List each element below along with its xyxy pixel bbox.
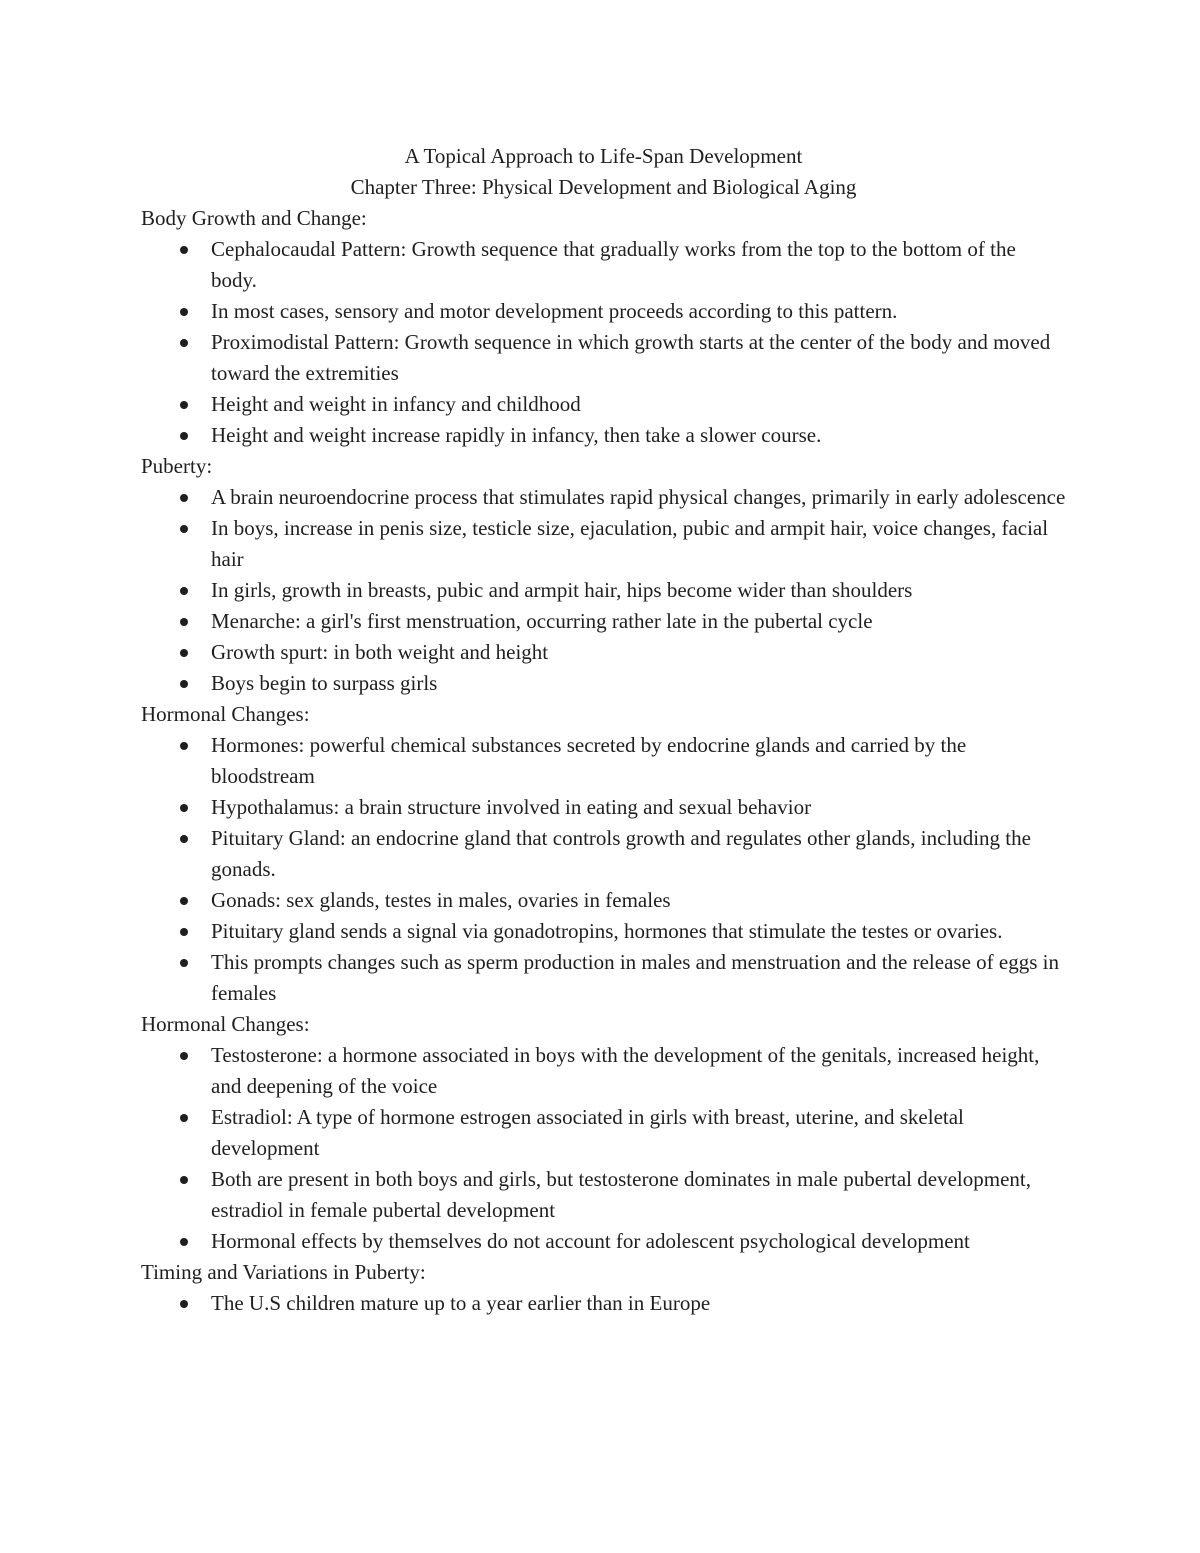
list-item-text: Pituitary gland sends a signal via gonadotropins, hormones that stimulate the testes or ovaries. <box>211 919 1003 943</box>
list-item-text: Testosterone: a hormone associated in boys with the development of the genitals, increased height, and deepening of the voice <box>211 1043 1040 1098</box>
sections-container <box>141 203 1066 1319</box>
list-item <box>141 513 1066 575</box>
bullet-dot-icon <box>180 1300 188 1308</box>
bullet-list <box>141 482 1066 699</box>
list-item <box>141 389 1066 420</box>
bullet-dot-icon <box>180 401 188 409</box>
section <box>141 451 1066 699</box>
list-item-text: In most cases, sensory and motor development proceeds according to this pattern. <box>211 299 898 323</box>
bullet-list <box>141 730 1066 1009</box>
list-item-text: Boys begin to surpass girls <box>211 671 438 695</box>
bullet-list <box>141 1288 1066 1319</box>
section-heading: Puberty: <box>141 454 213 478</box>
bullet-dot-icon <box>180 742 188 750</box>
section <box>141 1257 1066 1319</box>
bullet-dot-icon <box>180 928 188 936</box>
section <box>141 203 1066 451</box>
section-heading: Body Growth and Change: <box>141 206 367 230</box>
section-heading: Hormonal Changes: <box>141 1012 310 1036</box>
list-item-text: Hypothalamus: a brain structure involved in eating and sexual behavior <box>211 795 812 819</box>
bullet-dot-icon <box>180 680 188 688</box>
bullet-dot-icon <box>180 649 188 657</box>
bullet-dot-icon <box>180 308 188 316</box>
list-item <box>141 947 1066 1009</box>
bullet-dot-icon <box>180 835 188 843</box>
list-item-text: Estradiol: A type of hormone estrogen associated in girls with breast, uterine, and skeletal development <box>211 1105 964 1160</box>
list-item <box>141 575 1066 606</box>
list-item-text: Growth spurt: in both weight and height <box>211 640 549 664</box>
document-title: A Topical Approach to Life-Span Development <box>404 144 803 168</box>
document-subtitle: Chapter Three: Physical Development and Biological Aging <box>350 175 857 199</box>
list-item-text: The U.S children mature up to a year earlier than in Europe <box>211 1291 711 1315</box>
section <box>141 699 1066 1009</box>
list-item <box>141 885 1066 916</box>
document-content <box>141 141 1066 1319</box>
list-item <box>141 1164 1066 1226</box>
bullet-dot-icon <box>180 525 188 533</box>
list-item <box>141 916 1066 947</box>
list-item-text: Menarche: a girl's first menstruation, occurring rather late in the pubertal cycle <box>211 609 873 633</box>
list-item-text: Proximodistal Pattern: Growth sequence in which growth starts at the center of the body and moved toward the extremities <box>211 330 1051 385</box>
list-item-text: Gonads: sex glands, testes in males, ovaries in females <box>211 888 671 912</box>
list-item <box>141 1288 1066 1319</box>
list-item <box>141 420 1066 451</box>
list-item <box>141 606 1066 637</box>
bullet-list <box>141 234 1066 451</box>
bullet-dot-icon <box>180 587 188 595</box>
list-item-text: In girls, growth in breasts, pubic and armpit hair, hips become wider than shoulders <box>211 578 913 602</box>
bullet-dot-icon <box>180 246 188 254</box>
list-item-text: Hormonal effects by themselves do not account for adolescent psychological development <box>211 1229 970 1253</box>
bullet-dot-icon <box>180 494 188 502</box>
bullet-dot-icon <box>180 959 188 967</box>
list-item <box>141 1102 1066 1164</box>
list-item-text: Cephalocaudal Pattern: Growth sequence that gradually works from the top to the bottom of the body. <box>211 237 1016 292</box>
section-heading: Timing and Variations in Puberty: <box>141 1260 426 1284</box>
list-item-text: Height and weight increase rapidly in infancy, then take a slower course. <box>211 423 822 447</box>
bullet-dot-icon <box>180 1238 188 1246</box>
list-item <box>141 234 1066 296</box>
list-item <box>141 792 1066 823</box>
bullet-dot-icon <box>180 432 188 440</box>
bullet-dot-icon <box>180 804 188 812</box>
list-item-text: A brain neuroendocrine process that stimulates rapid physical changes, primarily in early adolescence <box>211 485 1066 509</box>
bullet-dot-icon <box>180 339 188 347</box>
list-item <box>141 296 1066 327</box>
bullet-dot-icon <box>180 1052 188 1060</box>
list-item-text: Hormones: powerful chemical substances secreted by endocrine glands and carried by the bloodstream <box>211 733 967 788</box>
list-item <box>141 730 1066 792</box>
list-item <box>141 482 1066 513</box>
list-item <box>141 668 1066 699</box>
list-item <box>141 823 1066 885</box>
list-item <box>141 327 1066 389</box>
bullet-dot-icon <box>180 1114 188 1122</box>
bullet-dot-icon <box>180 618 188 626</box>
section-heading: Hormonal Changes: <box>141 702 310 726</box>
list-item <box>141 1040 1066 1102</box>
list-item-text: Pituitary Gland: an endocrine gland that controls growth and regulates other glands, including the gonads. <box>211 826 1031 881</box>
list-item-text: Height and weight in infancy and childhood <box>211 392 581 416</box>
list-item-text: In boys, increase in penis size, testicle size, ejaculation, pubic and armpit hair, voice changes, facial hair <box>211 516 1049 571</box>
bullet-list <box>141 1040 1066 1257</box>
list-item-text: Both are present in both boys and girls, but testosterone dominates in male pubertal development, estradiol in female pubertal development <box>211 1167 1031 1222</box>
section <box>141 1009 1066 1257</box>
list-item <box>141 637 1066 668</box>
bullet-dot-icon <box>180 897 188 905</box>
list-item <box>141 1226 1066 1257</box>
bullet-dot-icon <box>180 1176 188 1184</box>
list-item-text: This prompts changes such as sperm production in males and menstruation and the release of eggs in females <box>211 950 1059 1005</box>
